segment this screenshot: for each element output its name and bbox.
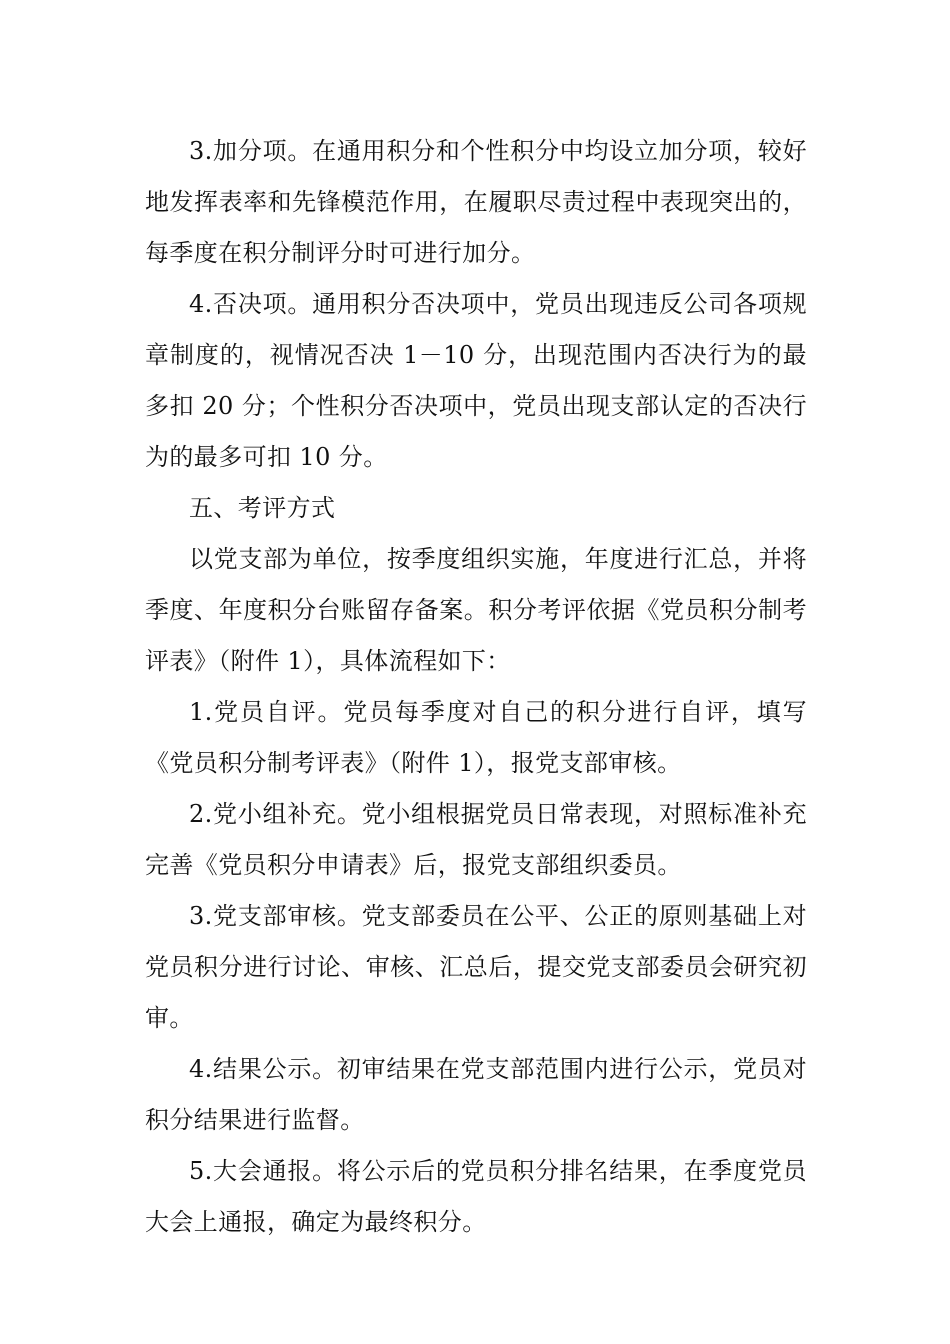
- paragraph-step-self-evaluation: 1.党员自评。党员每季度对自己的积分进行自评，填写《党员积分制考评表》（附件 1），报党支部审核。: [145, 698, 807, 777]
- paragraph-bonus-items: 3.加分项。在通用积分和个性积分中均设立加分项，较好地发挥表率和先锋模范作用，在履职尽责过程中表现突出的，每季度在积分制评分时可进行加分。: [145, 137, 807, 267]
- paragraph-step-branch-review: 3.党支部审核。党支部委员在公平、公正的原则基础上对党员积分进行讨论、审核、汇总后，提交党支部委员会研究初审。: [145, 902, 807, 1032]
- document-body: [145, 126, 807, 1248]
- paragraph-step-meeting-report: 5.大会通报。将公示后的党员积分排名结果，在季度党员大会上通报，确定为最终积分。: [145, 1157, 807, 1236]
- paragraph-step-group-supplement: 2.党小组补充。党小组根据党员日常表现，对照标准补充完善《党员积分申请表》后，报党支部组织委员。: [145, 800, 807, 879]
- section-heading-evaluation-method: 五、考评方式: [189, 494, 336, 522]
- paragraph-veto-items: 4.否决项。通用积分否决项中，党员出现违反公司各项规章制度的，视情况否决 1－10 分，出现范围内否决行为的最多扣 20 分；个性积分否决项中，党员出现支部认定的否决行为的最多可扣 10 分。: [145, 290, 807, 471]
- paragraph-evaluation-intro: 以党支部为单位，按季度组织实施，年度进行汇总，并将季度、年度积分台账留存备案。积分考评依据《党员积分制考评表》（附件 1），具体流程如下：: [145, 545, 807, 675]
- paragraph-step-result-publicity: 4.结果公示。初审结果在党支部范围内进行公示，党员对积分结果进行监督。: [145, 1055, 807, 1134]
